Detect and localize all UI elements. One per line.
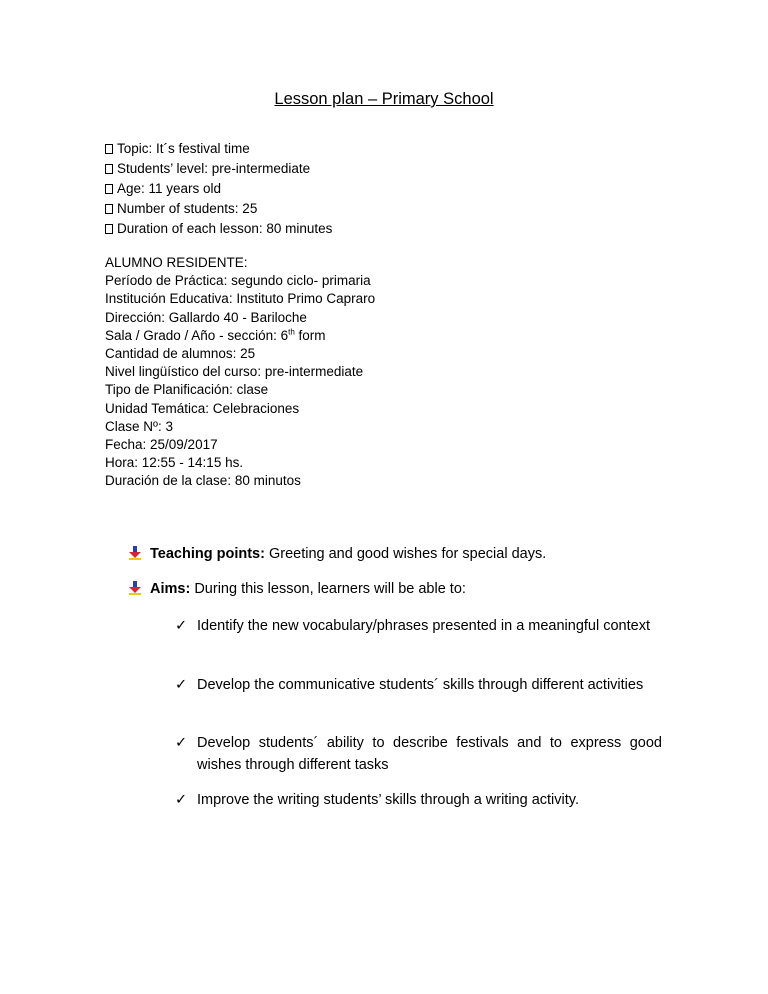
- aim-text: Develop the communicative students´ skills through different activities: [197, 677, 644, 693]
- page-title: Lesson plan – Primary School: [274, 90, 494, 108]
- info-sala-sup: th: [288, 327, 295, 337]
- teaching-points-label: Teaching points:: [150, 546, 265, 562]
- info-sala-prefix: Sala / Grado / Año - sección: 6: [105, 327, 289, 343]
- fact-item: [105, 159, 332, 179]
- aims: [128, 581, 466, 597]
- info-periodo: Período de Práctica: segundo ciclo- primaria: [105, 273, 371, 289]
- info-unidad: Unidad Temática: Celebraciones: [105, 400, 300, 416]
- aims-label: Aims:: [150, 581, 191, 597]
- info-sala-suffix: form: [294, 327, 326, 343]
- box-bullet-icon: [105, 224, 113, 234]
- info-clase: Clase Nº: 3: [105, 418, 173, 434]
- aim-text: Identify the new vocabulary/phrases presented in a meaningful context: [197, 618, 650, 634]
- arrow-bullet-icon: [128, 581, 142, 595]
- aim-item: [175, 615, 662, 637]
- info-institucion: Institución Educativa: Instituto Primo Capraro: [105, 291, 376, 307]
- info-direccion: Dirección: Gallardo 40 - Bariloche: [105, 309, 307, 325]
- aim-text: Improve the writing students’ skills through a writing activity.: [197, 792, 579, 808]
- box-bullet-icon: [105, 144, 113, 154]
- teaching-points-text: Greeting and good wishes for special days.: [264, 546, 547, 562]
- aim-item: [175, 674, 662, 696]
- fact-text: Age: 11 years old: [117, 181, 222, 196]
- info-tipo: Tipo de Planificación: clase: [105, 382, 269, 398]
- fact-text: Topic: It´s festival time: [117, 141, 250, 156]
- lesson-facts-list: [105, 139, 332, 239]
- aim-text: Develop students´ ability to describe festivals and to express good wishes through different tasks: [197, 735, 662, 773]
- check-icon: ✓: [175, 735, 188, 751]
- aim-item: [175, 789, 662, 811]
- aims-text: During this lesson, learners will be able to:: [190, 581, 466, 597]
- info-fecha: Fecha: 25/09/2017: [105, 436, 218, 452]
- fact-item: [105, 139, 332, 159]
- arrow-bullet-icon: [128, 546, 142, 560]
- info-nivel: Nivel lingüístico del curso: pre-intermediate: [105, 364, 364, 380]
- check-icon: ✓: [175, 792, 188, 808]
- fact-text: Duration of each lesson: 80 minutes: [117, 221, 333, 236]
- box-bullet-icon: [105, 204, 113, 214]
- info-hora: Hora: 12:55 - 14:15 hs.: [105, 455, 244, 471]
- box-bullet-icon: [105, 184, 113, 194]
- resident-info-block: [105, 254, 375, 490]
- info-header: ALUMNO RESIDENTE:: [105, 255, 248, 270]
- info-duracion: Duración de la clase: 80 minutos: [105, 473, 301, 489]
- info-sala: [105, 327, 375, 345]
- fact-item: [105, 219, 332, 239]
- info-cantidad: Cantidad de alumnos: 25: [105, 345, 256, 361]
- box-bullet-icon: [105, 164, 113, 174]
- fact-item: [105, 199, 332, 219]
- check-icon: ✓: [175, 618, 188, 634]
- teaching-points: [128, 546, 546, 562]
- fact-text: Number of students: 25: [117, 201, 258, 216]
- fact-text: Students’ level: pre-intermediate: [117, 161, 311, 176]
- check-icon: ✓: [175, 677, 188, 693]
- fact-item: [105, 179, 332, 199]
- aim-item: [175, 732, 662, 776]
